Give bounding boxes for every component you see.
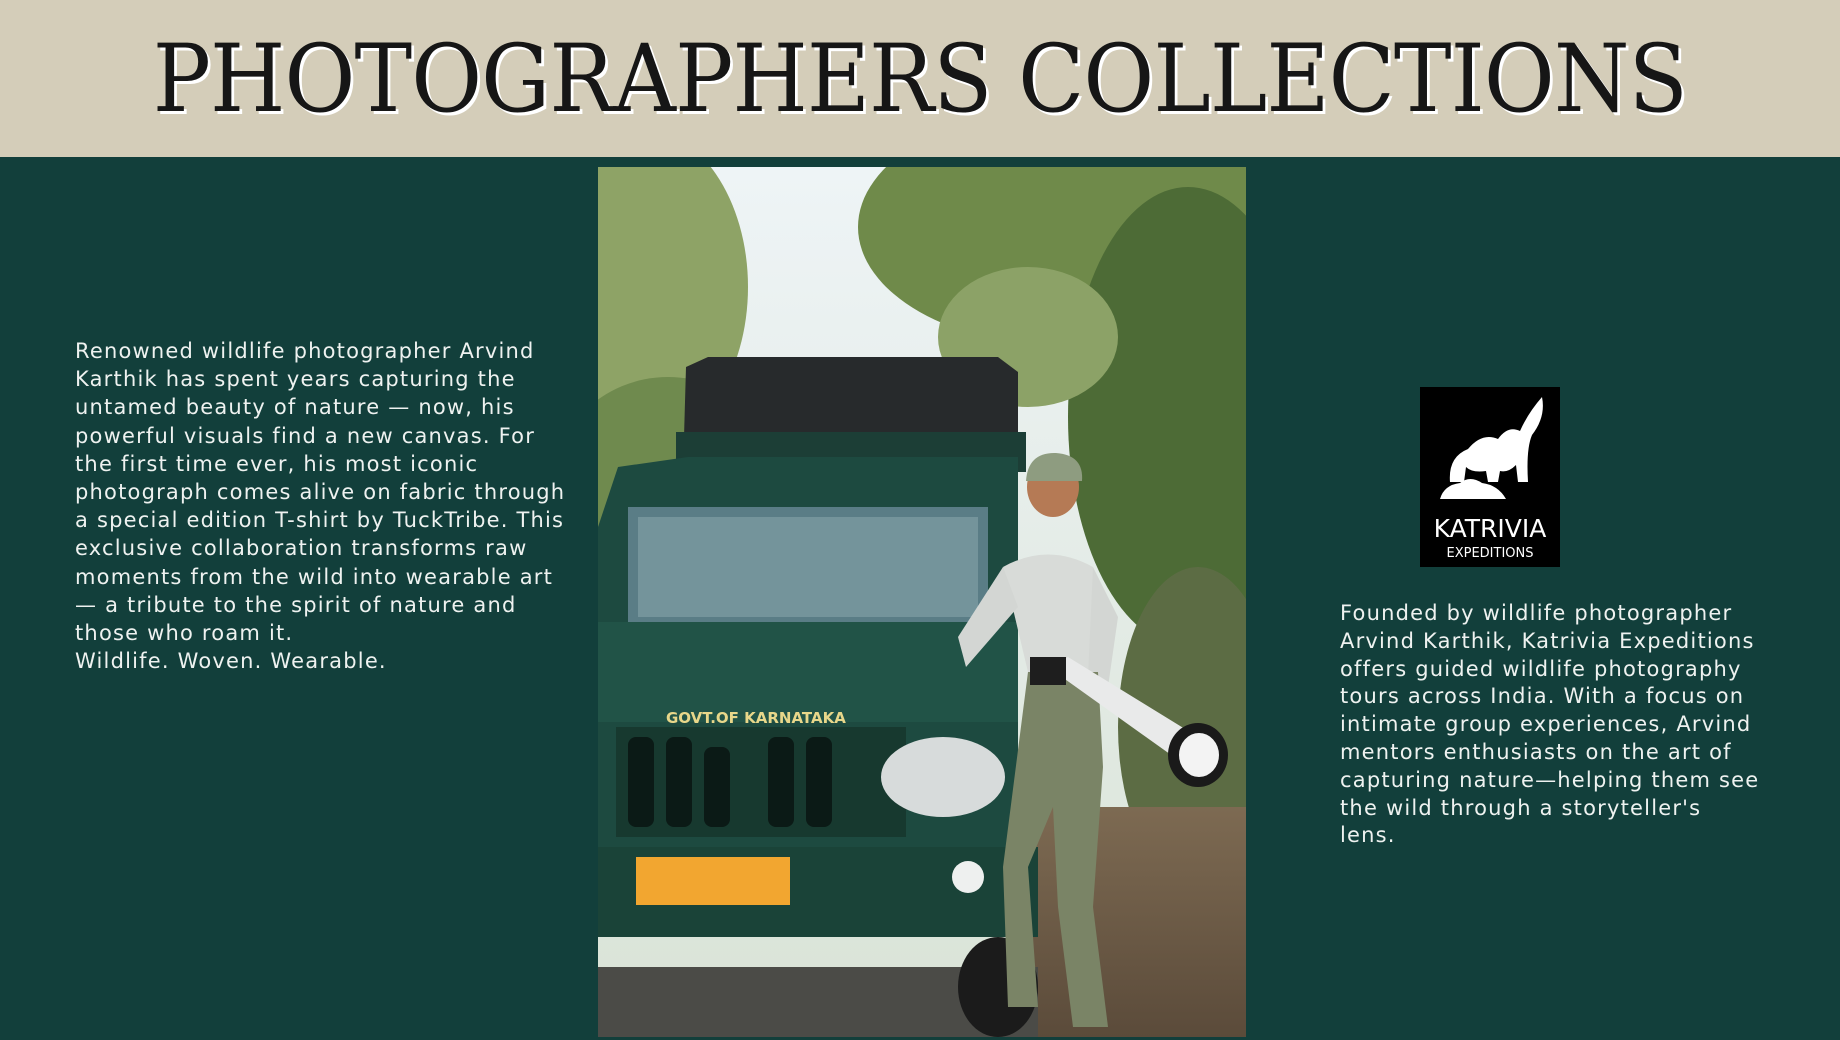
header-banner <box>0 0 1840 157</box>
page-title: PHOTOGRAPHERS COLLECTIONS <box>152 25 1688 134</box>
photographer-jeep-image <box>598 167 1246 1037</box>
left-description <box>75 337 575 675</box>
left-tagline: Wildlife. Woven. Wearable. <box>75 649 387 674</box>
left-body-text: Renowned wildlife photographer Arvind Karthik has spent years capturing the untamed beauty of nature — now, his powerful visuals find a new canvas. For the first time ever, his most iconic photograph comes alive on fabric through a special edition T-shirt by TuckTribe. This exclusive collaboration transforms raw moments from the wild into wearable art — a tribute to the spirit of nature and those who roam it. <box>75 339 566 646</box>
main-content <box>0 157 1840 1040</box>
logo-name: KATRIVIA <box>1433 514 1547 543</box>
right-description <box>1340 600 1760 850</box>
katrivia-logo <box>1420 387 1560 567</box>
photographer-photo <box>598 167 1246 1037</box>
logo-subtitle: EXPEDITIONS <box>1446 546 1534 561</box>
jeep-grille <box>616 727 906 837</box>
right-body-text: Founded by wildlife photographer Arvind Karthik, Katrivia Expeditions offers guided wildlife photography tours across India. With a focus on intimate group experiences, Arvind mentors enthusiasts on the art of capturing nature—helping them see the wild through a storyteller's lens. <box>1340 601 1760 848</box>
plate-text: GOVT.OF KARNATAKA <box>666 709 846 727</box>
elephant-logo-icon <box>1420 387 1560 567</box>
